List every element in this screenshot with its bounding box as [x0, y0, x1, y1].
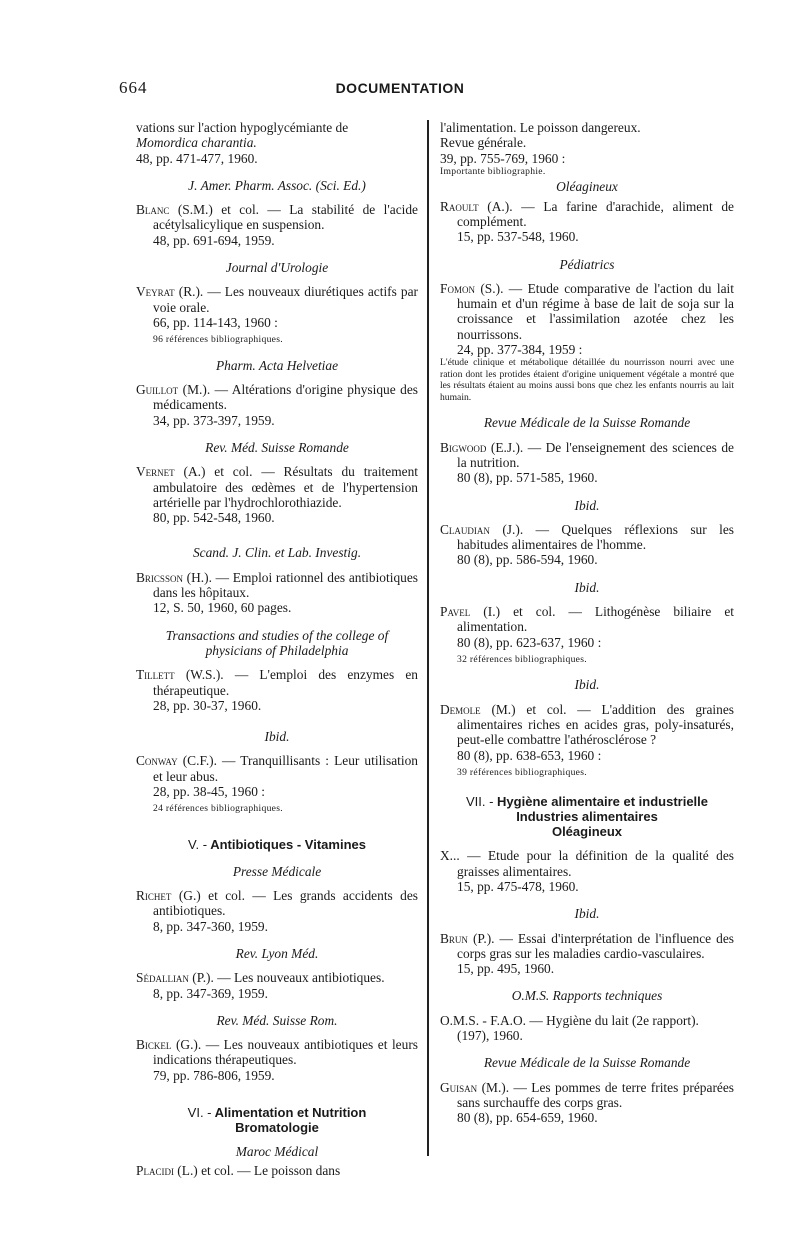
journal-title: Ibid.: [264, 729, 290, 745]
entry-reference: 80 (8), pp. 623-637, 1960 :: [457, 634, 602, 650]
entry-author: Bickel: [136, 1037, 172, 1053]
journal-title: Rev. Méd. Suisse Romande: [205, 439, 349, 455]
journal-title: Pédiatrics: [559, 256, 615, 272]
continued-entry: [136, 120, 418, 166]
bibliography-entry: [440, 1013, 734, 1044]
entry-reference: 80, pp. 542-548, 1960.: [153, 510, 275, 526]
entry-text-line: Revue générale.: [440, 135, 527, 151]
entry-author: Pavel: [440, 604, 471, 620]
entry-author: Veyrat: [136, 284, 175, 300]
entry-author: Bigwood: [440, 439, 487, 455]
section-subtitle: Industries alimentaires: [516, 809, 658, 825]
entry-text: (A.). — La farine d'arachide, aliment de complément.: [457, 198, 734, 229]
entry-reference: 48, pp. 691-694, 1959.: [153, 232, 275, 248]
journal-title: Rev. Méd. Suisse Rom.: [216, 1012, 338, 1028]
entry-reference: 79, pp. 786-806, 1959.: [153, 1067, 275, 1083]
entry-author: Demole: [440, 701, 481, 717]
entry-note: 39 références bibliographiques.: [457, 766, 587, 778]
entry-reference: 80 (8), pp. 654-659, 1960.: [457, 1110, 598, 1126]
section-heading: [136, 1105, 418, 1135]
entry-reference: 48, pp. 471-477, 1960.: [136, 150, 258, 166]
bibliography-entry: [136, 382, 418, 428]
journal-title: Scand. J. Clin. et Lab. Investig.: [192, 545, 362, 561]
journal-title: Ibid.: [574, 677, 600, 693]
entry-reference: 15, pp. 475-478, 1960.: [457, 879, 579, 894]
bibliography-entry: [136, 888, 418, 934]
journal-title: Revue Médicale de la Suisse Romande: [483, 1055, 691, 1071]
entry-text: (M.). — Altérations d'origine physique des médicaments.: [153, 382, 418, 413]
journal-title: Ibid.: [574, 579, 600, 595]
section-title: Antibiotiques - Vitamines: [210, 836, 366, 852]
entry-text: (M.). — Les pommes de terre frites préparées sans surchauffe des corps gras.: [457, 1079, 734, 1110]
journal-title: Ibid.: [574, 906, 600, 922]
entry-text: — Etude pour la définition de la qualité des graisses alimentaires.: [457, 848, 734, 879]
bibliography-entry: [440, 522, 734, 568]
section-number: V. -: [188, 836, 208, 852]
running-header: DOCUMENTATION: [335, 80, 465, 96]
entry-note: 32 références bibliographiques.: [457, 653, 587, 665]
entry-author: Bricsson: [136, 569, 183, 585]
entry-text-line: Momordica charantia.: [136, 135, 257, 151]
entry-reference: 15, pp. 495, 1960.: [457, 961, 555, 977]
bibliography-entry: [136, 464, 418, 525]
bibliography-entry: [440, 848, 734, 894]
entry-reference: 28, pp. 30-37, 1960.: [153, 697, 262, 713]
section-heading: [440, 794, 734, 839]
entry-reference: 15, pp. 537-548, 1960.: [457, 229, 579, 245]
entry-text: (J.). — Quelques réflexions sur les habitudes alimentaires de l'homme.: [457, 521, 734, 553]
entry-note: 96 références bibliographiques.: [153, 334, 283, 346]
entry-author: X...: [440, 848, 460, 864]
column-divider: [427, 120, 429, 1156]
journal-title: Transactions and studies of the college of physicians of Philadelphia: [165, 627, 389, 658]
entry-text: (G.). — Les nouveaux antibiotiques et leurs indications thérapeutiques.: [153, 1037, 418, 1068]
entry-text: (P.). — Les nouveaux antibiotiques.: [188, 970, 385, 986]
journal-title: Presse Médicale: [232, 863, 322, 879]
right-column: [440, 120, 734, 1126]
entry-text: (S.M.) et col. — La stabilité de l'acide acétylsalicylique en suspension.: [153, 202, 418, 233]
entry-reference: (197), 1960.: [457, 1028, 523, 1044]
entry-author: Vernet: [136, 464, 175, 480]
entry-author: O.M.S.: [440, 1012, 480, 1028]
journal-title: Maroc Médical: [235, 1144, 319, 1160]
section-subtitle: Oléagineux: [551, 824, 623, 840]
bibliography-entry: [136, 667, 418, 713]
bibliography-entry: [440, 1080, 734, 1126]
entry-text: (E.J.). — De l'enseignement des sciences de la nutrition.: [457, 439, 734, 470]
bibliography-entry: [440, 604, 734, 665]
entry-text: (M.) et col. — L'addition des graines alimentaires riches en acides gras, poly-insaturés, peut-elle combattre l'athérosclérose ?: [457, 701, 734, 748]
section-heading: [136, 837, 418, 852]
entry-text: (G.) et col. — Les grands accidents des antibiotiques.: [153, 888, 418, 919]
page-number: 664: [119, 78, 148, 97]
entry-reference: 39, pp. 755-769, 1960 :: [440, 150, 566, 166]
bibliography-entry: [136, 1037, 418, 1083]
entry-author: Placidi: [136, 1163, 174, 1179]
journal-title: Pharm. Acta Helvetiae: [215, 357, 339, 373]
entry-author: Richet: [136, 888, 172, 904]
entry-author: Claudian: [440, 521, 490, 537]
section-title: Hygiène alimentaire et industrielle: [497, 794, 709, 810]
entry-author: Blanc: [136, 202, 170, 218]
entry-text: (A.) et col. — Résultats du traitement ambulatoire des œdèmes et de l'hypertension artérielle par l'hydrochlorothiazide.: [153, 464, 418, 510]
entry-note: 24 références bibliographiques.: [153, 803, 283, 815]
entry-text: (I.) et col. — Lithogénèse biliaire et alimentation.: [457, 604, 734, 635]
section-number: VII. -: [465, 794, 494, 810]
entry-text: (L.) et col. — Le poisson dans: [173, 1163, 341, 1179]
journal-title: Rev. Lyon Méd.: [235, 945, 319, 961]
entry-note: L'étude clinique et métabolique détaillée du nourrisson nourri avec une ration dont les protides étaient d'origine uniquement végétale a montré que les résultats étaient au moins aussi bons que chez les enfants nourris au lait humain.: [440, 357, 734, 403]
bibliography-entry: [136, 970, 418, 1001]
bibliography-entry: [440, 199, 734, 245]
journal-title: Oléagineux: [556, 179, 618, 195]
entry-reference: 8, pp. 347-369, 1959.: [153, 985, 268, 1001]
continued-entry: [440, 120, 734, 177]
entry-reference: 12, S. 50, 1960, 60 pages.: [153, 600, 292, 616]
journal-title: J. Amer. Pharm. Assoc. (Sci. Ed.): [188, 177, 366, 193]
bibliography-entry: [136, 202, 418, 248]
bibliography-entry: [136, 753, 418, 814]
entry-text-line: vations sur l'action hypoglycémiante de: [136, 120, 349, 135]
entry-author: Raoult: [440, 198, 479, 214]
entry-reference: 8, pp. 347-360, 1959.: [153, 918, 268, 934]
entry-author: Fomon: [440, 280, 475, 296]
entry-text-line: l'alimentation. Le poisson dangereux.: [440, 120, 641, 135]
section-number: VI. -: [187, 1105, 212, 1121]
section-subtitle: Bromatologie: [235, 1120, 319, 1136]
entry-author: Tillett: [136, 667, 175, 683]
left-column: [136, 120, 418, 1179]
bibliography-entry: [136, 284, 418, 345]
bibliography-entry: [440, 440, 734, 486]
entry-reference: 28, pp. 38-45, 1960 :: [153, 784, 265, 799]
entry-reference: 66, pp. 114-143, 1960 :: [153, 314, 278, 330]
bibliography-entry: [440, 281, 734, 357]
entry-text: (R.). — Les nouveaux diurétiques actifs par voie orale.: [153, 284, 418, 315]
entry-reference: 24, pp. 377-384, 1959 :: [457, 342, 583, 358]
journal-title: Journal d'Urologie: [225, 260, 329, 276]
bibliography-entry: [136, 1163, 418, 1178]
journal-title: O.M.S. Rapports techniques: [511, 988, 663, 1004]
entry-reference: 34, pp. 373-397, 1959.: [153, 412, 275, 428]
entry-text: (W.S.). — L'emploi des enzymes en thérapeutique.: [153, 667, 418, 698]
entry-text: - F.A.O. — Hygiène du lait (2e rapport).: [479, 1012, 699, 1028]
bibliography-entry: [136, 570, 418, 616]
bibliography-entry: [440, 931, 734, 977]
journal-title: Ibid.: [574, 497, 600, 513]
bibliography-entry: [440, 702, 734, 779]
entry-text: (P.). — Essai d'interprétation de l'influence des corps gras sur les maladies cardio-vasculaires.: [457, 930, 734, 961]
journal-title: Revue Médicale de la Suisse Romande: [483, 415, 691, 431]
entry-author: Brun: [440, 930, 468, 946]
entry-text: (S.). — Etude comparative de l'action du lait humain et d'un régime à base de lait de soja sur la croissance et l'assimilation azotée chez les nourrissons.: [457, 280, 734, 342]
entry-author: Conway: [136, 753, 178, 769]
section-title: Alimentation et Nutrition: [214, 1105, 367, 1121]
entry-reference: 80 (8), pp. 571-585, 1960.: [457, 470, 598, 486]
entry-note: Importante bibliographie.: [440, 165, 546, 177]
entry-reference: 80 (8), pp. 586-594, 1960.: [457, 552, 598, 568]
entry-text: (C.F.). — Tranquillisants : Leur utilisation et leur abus.: [153, 753, 418, 784]
entry-author: Guillot: [136, 382, 179, 398]
entry-text: (H.). — Emploi rationnel des antibiotiques dans les hôpitaux.: [153, 569, 418, 601]
entry-reference: 80 (8), pp. 638-653, 1960 :: [457, 747, 602, 763]
entry-author: Guisan: [440, 1079, 478, 1095]
entry-author: Sédallian: [136, 970, 189, 986]
